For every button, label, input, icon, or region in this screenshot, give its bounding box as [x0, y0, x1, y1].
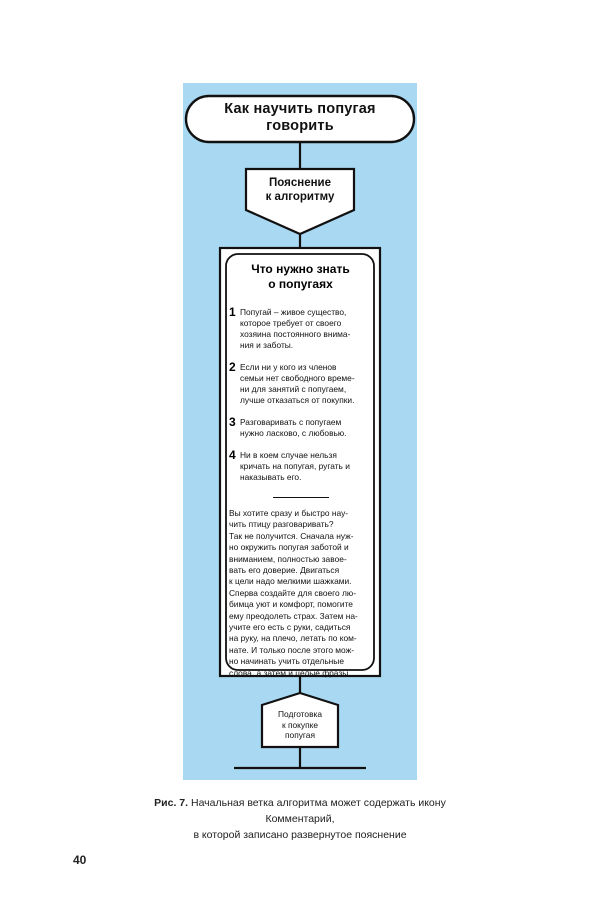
item-text: Ни в коем случае нельзя кричать на попугая, ругать и наказывать его. [240, 450, 350, 482]
end-node-label: Подготовка к покупке попугая [277, 709, 323, 740]
page-number: 40 [73, 853, 87, 867]
item-number: 3 [229, 415, 236, 429]
item-number: 2 [229, 360, 236, 374]
figure-caption [120, 795, 480, 843]
comment-item [229, 450, 372, 483]
start-node-label: Как научить попугая говорить [224, 101, 376, 134]
caption-text: Начальная ветка алгоритма может содержать икону Комментарий, в которой записано развернутое пояснение [190, 797, 446, 841]
comment-item [229, 362, 372, 406]
comment-paragraph: Вы хотите сразу и быстро нау- чить птицу разговаривать? Так не получится. Сначала нуж- но окружить попугая заботой и вниманием, полностью завое- вать его доверие. Двигаться к цели надо мелкими шажками. Сперва создайте для своего лю- бимца уют и комфорт, помогите ему преодолеть страх. Затем на- учите его есть с руки, садиться на руку, на плечо, летать по ком- нате. И только после этого мож- но начинать учить отдельные слова, а затем и целые фразы. [229, 508, 358, 678]
comment-title: Что нужно знать о попугаях [251, 262, 350, 291]
caption-label: Рис. 7. [154, 797, 189, 809]
item-number: 4 [229, 448, 236, 462]
comment-item [229, 307, 372, 351]
item-text: Попугай – живое существо, которое требует от своего хозяина постоянного внима- ния и заботы. [240, 307, 351, 350]
item-text: Если ни у кого из членов семьи нет свободного време- ни для занятий с попугаем, лучше отказаться от покупки. [240, 362, 355, 405]
comment-item [229, 417, 372, 439]
explanation-node-label: Пояснение к алгоритму [265, 177, 335, 203]
item-number: 1 [229, 305, 236, 319]
item-text: Разговаривать с попугаем нужно ласково, с любовью. [240, 417, 347, 438]
separator-rule [273, 497, 329, 498]
comment-block [229, 252, 372, 678]
